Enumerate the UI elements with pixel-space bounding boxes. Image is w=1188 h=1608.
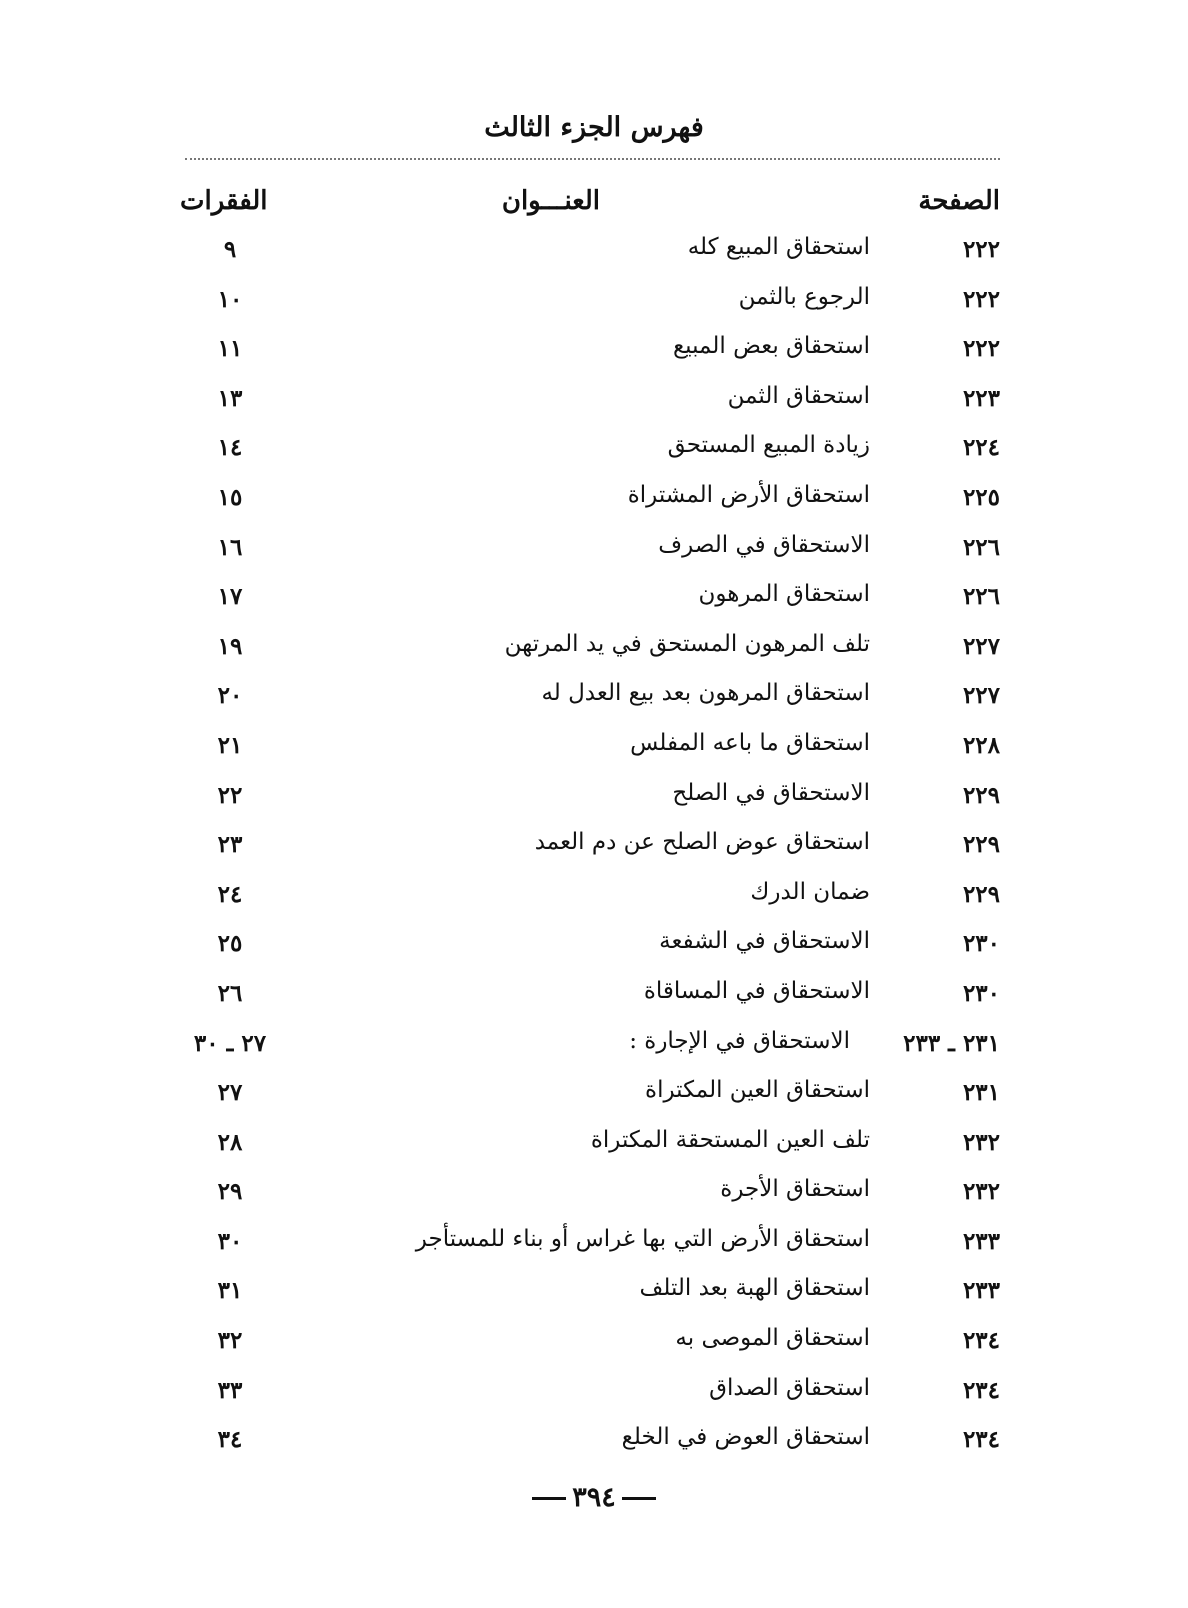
index-row [170,1121,1000,1171]
row-paragraph: ٩ [223,236,237,263]
row-page-number: ٢٢٢ [962,285,1000,313]
row-paragraph: ٣٣ [217,1376,243,1404]
row-page-number: ٢٣٢ [962,1178,1000,1206]
row-page-number: ٢٢٦ [962,533,1000,561]
page-footer [0,1482,1188,1513]
column-header-paragraphs: الفقرات [180,186,268,216]
row-paragraph: ١٣ [217,384,243,412]
index-row [170,575,1000,625]
index-row [170,327,1000,377]
page-number: ٣٩٤ [572,1482,616,1513]
row-page-number: ٢٢٥ [962,483,1000,511]
row-page-number: ٢٣٤ [962,1376,1000,1404]
index-row [170,873,1000,923]
row-title: استحقاق الصداق [709,1374,870,1401]
row-title: ضمان الدرك [750,878,870,905]
column-header-title: العنـــوان [501,186,600,216]
index-row [170,426,1000,476]
index-row [170,625,1000,675]
index-row [170,476,1000,526]
index-row [170,377,1000,427]
row-paragraph: ١٧ [217,583,243,611]
column-header-page: الصفحة [918,186,1000,216]
row-paragraph: ٣٠ [217,1227,243,1255]
row-page-number: ٢٢٩ [962,880,1000,908]
row-title: استحقاق عوض الصلح عن دم العمد [534,829,870,856]
row-paragraph: ١٤ [217,434,243,462]
index-row [170,1418,1000,1468]
row-title: الرجوع بالثمن [738,283,870,310]
row-title: استحقاق العوض في الخلع [621,1424,870,1451]
index-row [170,1071,1000,1121]
row-page-number: ٢٢٩ [962,831,1000,859]
index-table [170,228,1000,1468]
index-row [170,1269,1000,1319]
row-title: الاستحقاق في الصلح [672,779,870,806]
index-row [170,1319,1000,1369]
row-title: استحقاق الموصى به [675,1325,870,1352]
row-title: استحقاق الهبة بعد التلف [639,1275,870,1302]
index-row [170,228,1000,278]
footer-dash-right [622,1497,656,1500]
row-title: الاستحقاق في الإجارة : [629,1027,850,1054]
row-title: الاستحقاق في المساقاة [643,977,870,1004]
row-title: استحقاق الثمن [727,382,870,409]
row-title: استحقاق العين المكتراة [645,1077,870,1104]
row-paragraph: ١٩ [217,632,243,660]
row-page-number: ٢٢٧ [962,632,1000,660]
row-title: استحقاق الأرض المشتراة [627,481,870,508]
row-page-number: ٢٢٧ [962,682,1000,710]
row-paragraph: ٢٢ [217,781,243,809]
index-row [170,278,1000,328]
page-title: فهرس الجزء الثالث [484,112,704,143]
dotted-divider [185,158,1000,160]
index-row [170,774,1000,824]
index-row-section [170,1022,1000,1072]
row-title: الاستحقاق في الصرف [658,531,870,558]
row-title: استحقاق المرهون بعد بيع العدل له [541,680,870,707]
row-paragraph: ٢٥ [217,930,243,958]
row-page-number: ٢٢٤ [962,434,1000,462]
row-paragraph: ٢٠ [217,682,243,710]
row-page-number: ٢٣٤ [962,1327,1000,1355]
row-page-number: ٢٣٣ [962,1277,1000,1305]
row-paragraph: ٣١ [217,1277,243,1305]
row-paragraph: ٢٧ [217,1079,243,1107]
row-page-number: ٢٣١ [962,1079,1000,1107]
index-row [170,823,1000,873]
row-paragraph-range: ٢٧ ـ ٣٠ [193,1029,267,1057]
row-title: زيادة المبيع المستحق [667,432,870,459]
row-title: استحقاق بعض المبيع [672,333,870,360]
row-page-number: ٢٢٦ [962,583,1000,611]
index-row [170,972,1000,1022]
row-page-number: ٢٣٣ [962,1227,1000,1255]
row-paragraph: ١١ [217,335,243,363]
index-row [170,1170,1000,1220]
row-paragraph: ٢٦ [217,979,243,1007]
footer-dash-left [532,1497,566,1500]
row-title: الاستحقاق في الشفعة [659,928,870,955]
row-paragraph: ٢٩ [217,1178,243,1206]
row-page-range: ٢٣١ ـ ٢٣٣ [903,1029,1000,1057]
row-title: استحقاق ما باعه المفلس [630,729,870,756]
index-row [170,1220,1000,1270]
row-title: استحقاق الأجرة [720,1176,870,1203]
row-title: تلف العين المستحقة المكتراة [590,1126,870,1153]
row-title: استحقاق المبيع كله [687,234,870,260]
row-title: استحقاق الأرض التي بها غراس أو بناء للمستأجر [415,1225,870,1252]
column-headers [170,186,1000,226]
index-row [170,526,1000,576]
row-paragraph: ٢٤ [217,880,243,908]
row-page-number: ٢٣٠ [962,930,1000,958]
row-page-number: ٢٣٠ [962,979,1000,1007]
index-row [170,1369,1000,1419]
row-paragraph: ٢٨ [217,1128,243,1156]
row-page-number: ٢٢٨ [962,731,1000,759]
index-row [170,674,1000,724]
row-page-number: ٢٢٢ [962,236,1000,263]
row-paragraph: ١٦ [217,533,243,561]
row-page-number: ٢٢٢ [962,335,1000,363]
row-title: تلف المرهون المستحق في يد المرتهن [504,630,870,657]
index-row [170,922,1000,972]
row-paragraph: ٢٣ [217,831,243,859]
row-paragraph: ٣٤ [217,1426,243,1454]
row-page-number: ٢٢٣ [962,384,1000,412]
index-row [170,724,1000,774]
row-page-number: ٢٣٢ [962,1128,1000,1156]
row-paragraph: ١٥ [217,483,243,511]
row-paragraph: ٢١ [217,731,243,759]
row-page-number: ٢٣٤ [962,1426,1000,1454]
row-page-number: ٢٢٩ [962,781,1000,809]
row-paragraph: ٣٢ [217,1327,243,1355]
row-title: استحقاق المرهون [698,581,870,608]
row-paragraph: ١٠ [217,285,243,313]
